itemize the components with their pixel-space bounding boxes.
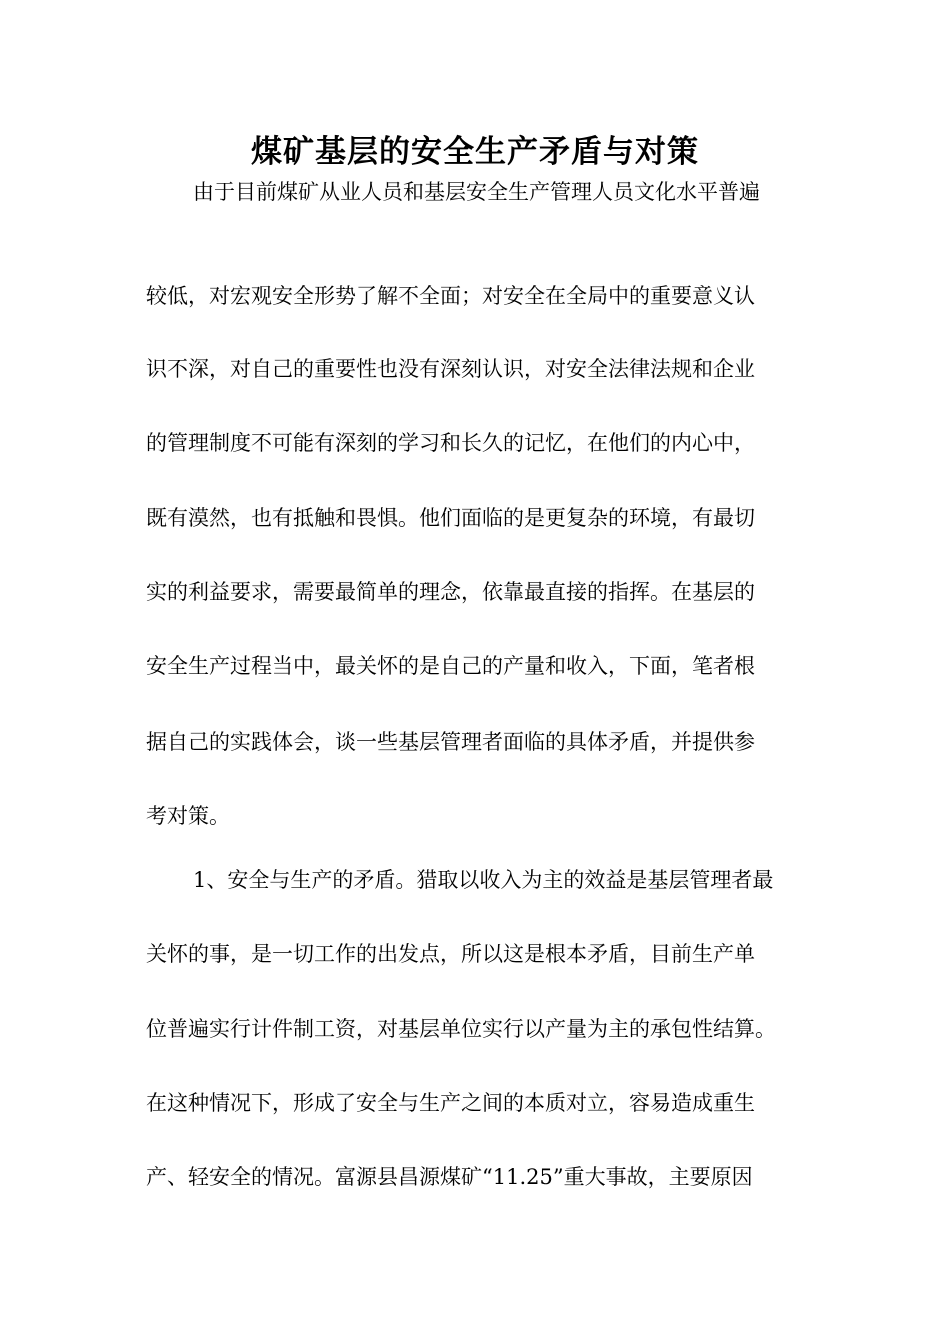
body-line: 既有漠然，也有抵触和畏惧。他们面临的是更复杂的环境，有最切 [146, 506, 755, 530]
body-line: 由于目前煤矿从业人员和基层安全生产管理人员文化水平普遍 [193, 180, 760, 204]
page-title: 煤矿基层的安全生产矛盾与对策 [251, 134, 699, 170]
body-line: 位普遍实行计件制工资，对基层单位实行以产量为主的承包性结算。 [146, 1017, 776, 1041]
body-line: 据自己的实践体会，谈一些基层管理者面临的具体矛盾，并提供参 [146, 730, 755, 754]
body-line: 安全生产过程当中，最关怀的是自己的产量和收入，下面，笔者根 [146, 654, 755, 678]
body-line: 考对策。 [146, 804, 230, 828]
body-line: 关怀的事，是一切工作的出发点，所以这是根本矛盾，目前生产单 [146, 942, 755, 966]
body-line: 1、安全与生产的矛盾。猎取以收入为主的效益是基层管理者最 [193, 868, 774, 892]
body-line: 识不深，对自己的重要性也没有深刻认识，对安全法律法规和企业 [146, 357, 755, 381]
body-line: 在这种情况下，形成了安全与生产之间的本质对立，容易造成重生 [146, 1091, 755, 1115]
body-line: 产、轻安全的情况。富源县昌源煤矿“11.25”重大事故，主要原因 [146, 1165, 753, 1189]
body-line: 实的利益要求，需要最简单的理念，依靠最直接的指挥。在基层的 [146, 580, 755, 604]
body-line: 的管理制度不可能有深刻的学习和长久的记忆，在他们的内心中， [146, 431, 755, 455]
body-line: 较低，对宏观安全形势了解不全面；对安全在全局中的重要意义认 [146, 284, 755, 308]
